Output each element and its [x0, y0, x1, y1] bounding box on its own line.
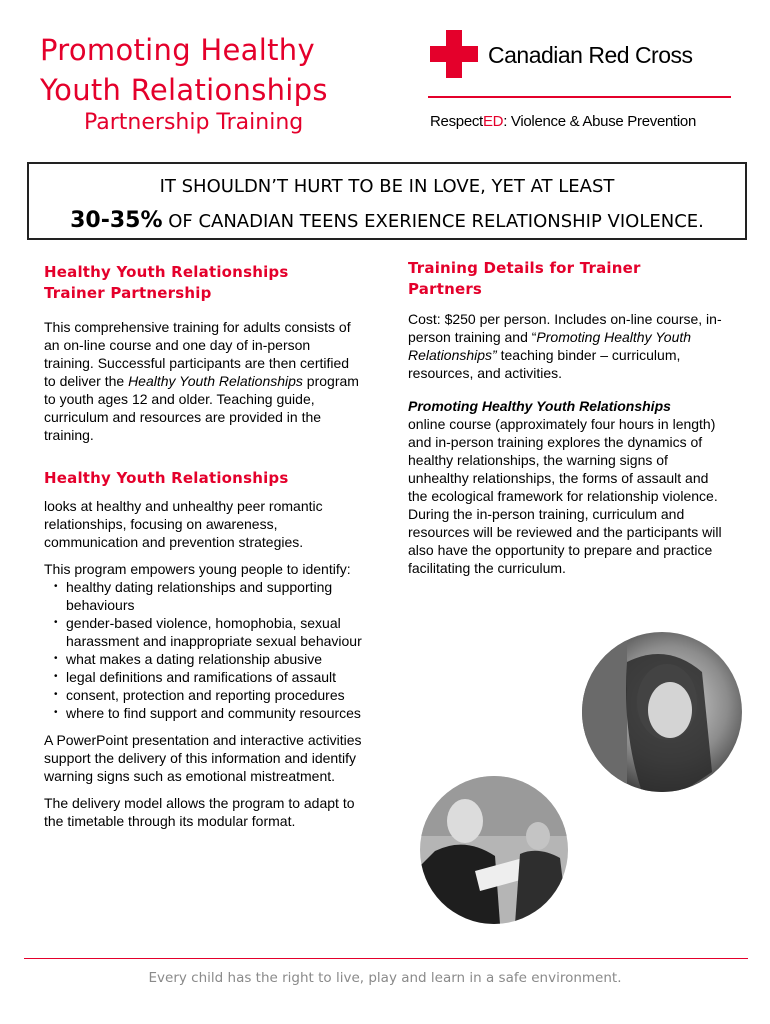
red-cross-logo-icon — [430, 30, 478, 78]
left-column — [44, 262, 362, 830]
header-divider — [428, 96, 731, 98]
list-item: • gender-based violence, homophobia, sexual harassment and inappropriate sexual behaviour — [66, 614, 362, 650]
document-subtitle: Partnership Training — [84, 110, 304, 135]
delivery-model-description: The delivery model allows the program to adapt to the timetable through its modular format. — [44, 795, 355, 829]
list-item: • legal definitions and ramifications of assault — [66, 668, 362, 686]
program-empowers: This program empowers young people to identify: — [44, 561, 351, 577]
footer-tagline: Every child has the right to live, play and learn in a safe environment. — [148, 970, 622, 986]
section-heading-partnership: Healthy Youth Relationships Trainer Partnership — [44, 263, 289, 302]
title-line-1: Promoting Healthy — [40, 33, 315, 67]
banner-line-2-text: OF CANADIAN TEENS EXERIENCE RELATIONSHIP VIOLENCE. — [162, 211, 704, 232]
teen-girl-photo — [582, 632, 742, 792]
org-name: Canadian Red Cross — [488, 42, 693, 68]
program-suffix: : Violence & Abuse Prevention — [503, 113, 697, 130]
section-heading-program: Healthy Youth Relationships — [44, 469, 289, 487]
banner-line-2 — [29, 208, 745, 233]
cost-text-b: teaching binder – curriculum, resources, and activities. — [408, 347, 681, 381]
banner-line-1: IT SHOULDN’T HURT TO BE IN LOVE, YET AT LEAST — [159, 176, 615, 197]
footer-divider — [24, 958, 748, 959]
banner-statistic: 30-35% — [70, 208, 163, 233]
program-name — [430, 113, 696, 130]
course-description — [408, 397, 730, 577]
list-item: • healthy dating relationships and supporting behaviours — [66, 578, 362, 614]
partnership-description — [44, 318, 362, 444]
teen-boys-photo — [420, 776, 568, 924]
partnership-text-a: This comprehensive training for adults consists of an on-line course and one day of in-person training. Successful participants are then certified to deliver the — [44, 319, 351, 389]
program-prefix: Respect — [430, 113, 483, 130]
cost-text-italic: Promoting Healthy Youth Relationships” — [408, 329, 692, 363]
list-item: • what makes a dating relationship abusive — [66, 650, 362, 668]
course-text: online course (approximately four hours in length) and in-person training explores the dynamics of healthy relationships, the warning signs of unhealthy relationships, the forms of assault and the ecological framework for relationship violence. During the in-person training, curriculum and resources will be reviewed and the participants will also have the opportunity to prepare and practice facilitating the curriculum. — [408, 416, 722, 576]
cost-description — [408, 310, 730, 382]
powerpoint-description: A PowerPoint presentation and interactive activities support the delivery of this information and identify warning signs such as emotional mistreatment. — [44, 732, 362, 784]
identify-list — [44, 578, 362, 722]
right-column — [408, 258, 730, 577]
partnership-text-italic: Healthy Youth Relationships — [128, 373, 303, 389]
list-item: • consent, protection and reporting procedures — [66, 686, 362, 704]
section-heading-training-details: Training Details for Trainer Partners — [408, 259, 641, 298]
partnership-text-b: program to youth ages 12 and older. Teaching guide, curriculum and resources are provided in the training. — [44, 373, 359, 443]
program-ed: ED — [482, 113, 504, 130]
document-title — [40, 30, 400, 110]
cost-text-a: Cost: $250 per person. Includes on-line course, in-person training and “ — [408, 311, 722, 345]
course-title: Promoting Healthy Youth Relationships — [408, 398, 671, 414]
list-item: • where to find support and community resources — [66, 704, 362, 722]
statistic-banner — [27, 162, 747, 240]
title-line-2: Youth Relationships — [40, 73, 328, 107]
program-description: looks at healthy and unhealthy peer romantic relationships, focusing on awareness, communication and prevention strategies. — [44, 498, 323, 550]
